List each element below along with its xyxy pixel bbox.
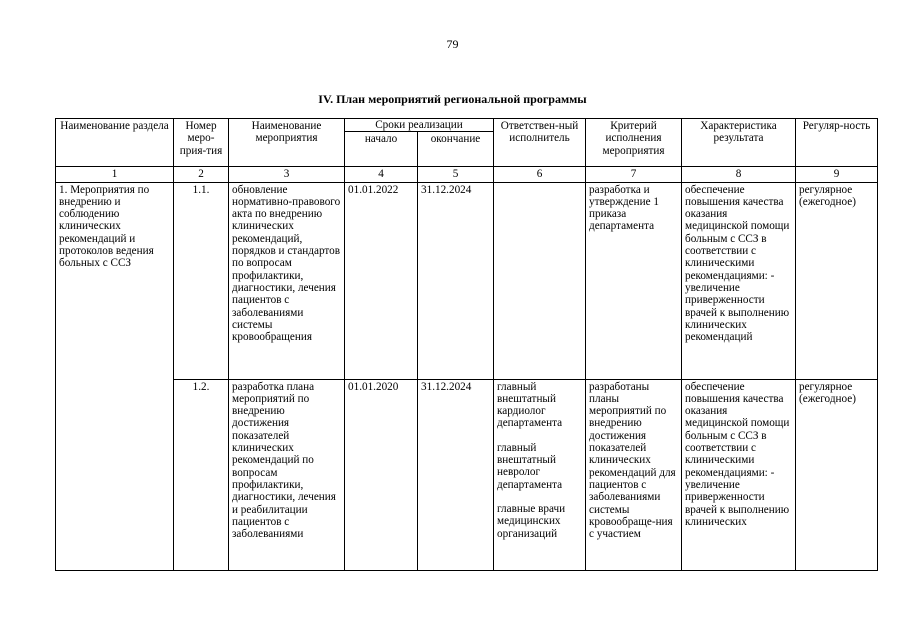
column-number: 8 bbox=[682, 167, 796, 182]
header-row bbox=[56, 119, 878, 132]
responsible-entry: главный внештатный кардиолог департамента bbox=[497, 380, 563, 430]
result-cell: обеспечение повышения качества оказания медицинской помощи больным с ССЗ в соответствии с клиническими рекомендациями: - увеличение приверженности врачей к выполнению клинических bbox=[682, 379, 796, 570]
header-period-start: начало bbox=[345, 132, 418, 167]
responsible-cell bbox=[494, 379, 586, 570]
measure-name-cell: обновление нормативно-правового акта по внедрению клинических рекомендаций, порядков и стандартов по вопросам профилактики, диагностики, лечения пациентов с заболеваниями системы кровообращения bbox=[229, 182, 345, 379]
section-name-cell: 1. Мероприятия по внедрению и соблюдению клинических рекомендаций и протоколов ведения больных с ССЗ bbox=[56, 182, 174, 570]
measure-name-cell: разработка плана мероприятий по внедрению достижения показателей клинических рекомендаций по вопросам профилактики, диагностики, лечения и реабилитации пациентов с заболеваниями bbox=[229, 379, 345, 570]
regularity-cell: регулярное (ежегодное) bbox=[796, 182, 878, 379]
header-section-name: Наименование раздела bbox=[56, 119, 174, 167]
column-number: 3 bbox=[229, 167, 345, 182]
page-number: 79 bbox=[446, 37, 459, 51]
column-number: 6 bbox=[494, 167, 586, 182]
criterion-cell: разработаны планы мероприятий по внедрению достижения показателей клинических рекомендаций для пациентов с заболеваниями системы кровообраще-ния с участием bbox=[586, 379, 682, 570]
result-cell: обеспечение повышения качества оказания медицинской помощи больным с ССЗ в соответствии с клиническими рекомендациями: - увеличение приверженности врачей к выполнению клинических рекомендаций bbox=[682, 182, 796, 379]
end-date-cell: 31.12.2024 bbox=[418, 379, 494, 570]
end-date-cell: 31.12.2024 bbox=[418, 182, 494, 379]
regularity-cell: регулярное (ежегодное) bbox=[796, 379, 878, 570]
start-date-cell: 01.01.2022 bbox=[345, 182, 418, 379]
column-number: 1 bbox=[56, 167, 174, 182]
header-measure-number: Номер меро-прия-тия bbox=[174, 119, 229, 167]
column-number: 9 bbox=[796, 167, 878, 182]
header-period-end: окончание bbox=[418, 132, 494, 167]
table-row bbox=[56, 379, 878, 570]
header-measure-name: Наименование мероприятия bbox=[229, 119, 345, 167]
column-number: 5 bbox=[418, 167, 494, 182]
column-numbers-row bbox=[56, 167, 878, 182]
responsible-entry: главный внештатный невролог департамента bbox=[497, 441, 563, 491]
criterion-cell: разработка и утверждение 1 приказа департамента bbox=[586, 182, 682, 379]
measure-number-cell: 1.1. bbox=[174, 182, 229, 379]
measures-plan-table bbox=[55, 118, 878, 571]
column-number: 7 bbox=[586, 167, 682, 182]
start-date-cell: 01.01.2020 bbox=[345, 379, 418, 570]
measure-number-cell: 1.2. bbox=[174, 379, 229, 570]
section-title: IV. План мероприятий региональной программы bbox=[318, 92, 587, 106]
column-number: 4 bbox=[345, 167, 418, 182]
header-responsible: Ответствен-ный исполнитель bbox=[494, 119, 586, 167]
responsible-cell bbox=[494, 182, 586, 379]
responsible-entry: главные врачи медицинских организаций bbox=[497, 502, 566, 540]
header-regularity: Регуляр-ность bbox=[796, 119, 878, 167]
header-result: Характеристика результата bbox=[682, 119, 796, 167]
header-criterion: Критерий исполнения мероприятия bbox=[586, 119, 682, 167]
column-number: 2 bbox=[174, 167, 229, 182]
header-period: Сроки реализации bbox=[345, 119, 494, 132]
table-row bbox=[56, 182, 878, 379]
